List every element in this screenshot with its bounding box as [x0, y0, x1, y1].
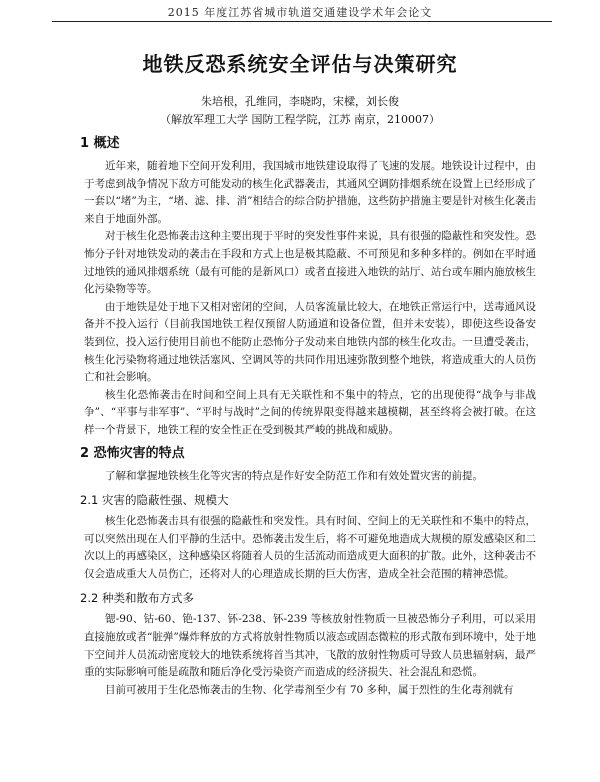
paragraph: 了解和掌握地铁核生化等灾害的特点是作好安全防范工作和有效处置灾害的前提。 — [105, 469, 483, 482]
running-header: 2015 年度江苏省城市轨道交通建设学术年会论文 — [167, 6, 433, 19]
paragraph: 核生化恐怖袭击具有很强的隐蔽性和突发性。具有时间、空间上的无关联性和不集中的特点，可以突然出现在人们平静的生活中。恐怖袭击发生后，将不可避免地造成大规模的原发感染区和二次以上的再感染区，这种感染区将随着人员的生活流动而造成更大面积的扩散。此外，这种袭击不仅会造成重大人员伤亡，还将对人的心理造成长期的巨大伤害，造成全社会范围的精神恐慌。 — [84, 515, 536, 580]
subsection-heading-types: 2.2 种类和散布方式多 — [80, 591, 194, 606]
paper-body — [80, 130, 536, 699]
paragraph: 对于核生化恐怖袭击这种主要出现于平时的突发性事件来说，具有很强的隐蔽性和突发性。恐怖分子针对地铁发动的袭击在手段和方式上也是极其隐蔽、不可预见和多种多样的。例如在平时通过地铁的通风排烟系统（最有可能的是新风口）或者直接进入地铁的站厅、站台或车厢内施放核生化污染物等等。 — [84, 230, 536, 296]
paragraph: 由于地铁是处于地下又相对密闭的空间，人员客流量比较大，在地铁正常运行中，送毒通风设备并不投入运行（目前我国地铁工程仅预留人防通道和设备位置，但并未安装），即使这些设备安装到位，投入运行使用目前也不能防止恐怖分子发动来自地铁内部的核生化攻击。一旦遭受袭击，核生化污染物将通过地铁活塞风、空调风等的共同作用迅速弥散到整个地铁，将造成重大的人员伤亡和社会影响。 — [84, 300, 536, 384]
paragraph: 锶-90、钴-60、铯-137、钚-238、钚-239 等核放射性物质一旦被恐怖分子利用，可以采用直接施放或者“脏弹”爆炸释放的方式将放射性物质以液态或固态微粒的形式散布到环境中，处于地下空间并人员流动密度较大的地铁系统将首当其冲，飞散的放射性物质可导致人员患辐射病，最严重的实际影响可能是疏散和随后净化受污染资产而造成的经济损失、社会混乱和恐慌。 — [84, 613, 536, 679]
paper-title: 地铁反恐系统安全评估与决策研究 — [142, 52, 458, 76]
section-heading-characteristics: 2 恐怖灾害的特点 — [80, 445, 185, 461]
paragraph: 近年来，随着地下空间开发利用，我国城市地铁建设取得了飞速的发展。地铁设计过程中，由于考虑到战争情况下敌方可能发动的核生化武器袭击，其通风空调防排烟系统在设置上已经形成了一套以“堵”为主，“堵、滤、排、消”相结合的综合防护措施，这些防护措施主要是针对核生化袭击来自于地面外部。 — [84, 160, 536, 225]
header-rule — [52, 21, 552, 22]
paragraph: 目前可被用于生化恐怖袭击的生物、化学毒剂至少有 70 多种，属于烈性的生化毒剂就有 — [105, 683, 514, 696]
affiliation: （解放军理工大学 国防工程学院，江苏 南京，210007） — [160, 113, 440, 126]
subsection-heading-concealment: 2.1 灾害的隐蔽性强、规模大 — [80, 493, 229, 508]
section-heading-overview: 1 概述 — [80, 136, 120, 151]
author-list: 朱培根，孔维同，李晓昀，宋樑，刘长俊 — [201, 95, 399, 108]
paragraph: 核生化恐怖袭击在时间和空间上具有无关联性和不集中的特点，它的出现使得“战争与非战争”、“平事与非军事”、“平时与战时”之间的传统界限变得越来越模糊，甚至终将会被打破。在这样一个背景下，地铁工程的安全性正在受到极其严峻的挑战和威胁。 — [84, 388, 536, 436]
